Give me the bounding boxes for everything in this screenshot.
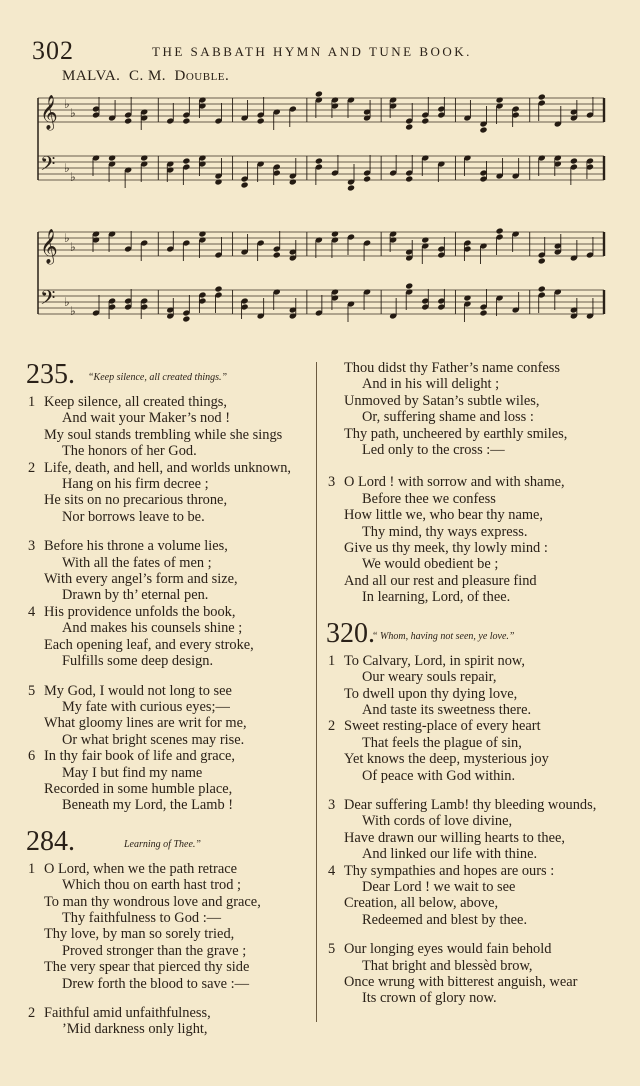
- stanza: [326, 941, 616, 1007]
- verse-line: Recorded in some humble place,: [44, 780, 233, 797]
- verse-line: And wait your Maker’s nod !: [62, 410, 230, 427]
- verse-line: O Lord, when we the path retrace: [44, 860, 237, 877]
- note-head: [124, 117, 132, 124]
- left-column: [26, 360, 316, 1051]
- note-head: [405, 123, 413, 130]
- note-head: [198, 230, 206, 237]
- verse-line: In learning, Lord, of thee.: [362, 589, 511, 606]
- column-divider: [316, 362, 317, 1022]
- verse-line: Creation, all below, above,: [344, 895, 499, 912]
- verse-line: And taste its sweetness there.: [362, 701, 532, 718]
- treble-clef-icon: 𝄞: [40, 229, 58, 264]
- page-header: [32, 36, 612, 66]
- note-head: [182, 157, 190, 164]
- verse-number: 4: [28, 603, 36, 620]
- flat-icon: ♭: [64, 161, 70, 175]
- verse-line: And linked our life with thine.: [362, 846, 538, 863]
- running-title: THE SABBATH HYMN AND TUNE BOOK.: [152, 44, 472, 59]
- verse-line: Our longing eyes would fain behold: [344, 941, 552, 958]
- note-head: [182, 117, 190, 124]
- page-number: 302: [32, 36, 74, 65]
- verse-number: 3: [328, 474, 336, 491]
- verse-line: To dwell upon thy dying love,: [344, 685, 518, 702]
- note-head: [331, 230, 339, 237]
- stanza: [26, 394, 316, 460]
- note-head: [479, 126, 487, 133]
- verse-line: ’Mid darkness only light,: [62, 1021, 208, 1038]
- verse-line: Fulfills some deep design.: [62, 653, 214, 670]
- verse-line: Drew forth the blood to save :—: [62, 975, 250, 992]
- verse-line: Dear suffering Lamb! thy bleeding wounds,: [344, 796, 597, 813]
- verse-number: 5: [28, 682, 36, 699]
- note-head: [570, 157, 578, 164]
- right-column: [326, 360, 616, 1020]
- verse-line: To Calvary, Lord, in spirit now,: [344, 652, 525, 669]
- verse-line: His providence unfolds the book,: [44, 603, 236, 620]
- hymn-number: 235.: [26, 359, 75, 390]
- verse-line: Or, suffering shame and loss :: [362, 409, 534, 426]
- verse-line: Or what bright scenes may rise.: [62, 731, 245, 748]
- note-head: [140, 154, 148, 161]
- verse-line: The honors of her God.: [62, 443, 197, 460]
- verse-line: O Lord ! with sorrow and with shame,: [344, 474, 565, 491]
- verse-number: 3: [328, 796, 336, 813]
- stanza: [326, 863, 616, 929]
- verse-line: Thy path, uncheered by earthly smiles,: [344, 425, 568, 442]
- verse-line: That bright and blessèd brow,: [362, 957, 533, 974]
- note-head: [289, 178, 297, 185]
- stanza: [26, 538, 316, 604]
- verse-line: The very spear that pierced thy side: [44, 959, 250, 976]
- stanza: [326, 653, 616, 719]
- note-head: [273, 251, 281, 258]
- verse-line: Thy sympathies and hopes are ours :: [344, 862, 555, 879]
- tune-heading: [62, 68, 229, 85]
- note-head: [405, 175, 413, 182]
- hymn-epigraph: Learning of Thee.”: [124, 838, 201, 850]
- verse-number: 2: [28, 1005, 36, 1021]
- verse-number: 1: [328, 652, 336, 669]
- verse-number: 1: [28, 394, 36, 410]
- verse-line: In thy fair book of life and grace,: [44, 748, 235, 765]
- verse-line: Led only to the cross :—: [362, 442, 505, 459]
- verse-line: With cords of love divine,: [362, 813, 513, 830]
- verse-line: Proved stronger than the grave ;: [62, 942, 247, 959]
- verse-line: My God, I would not long to see: [44, 682, 232, 699]
- flat-icon: ♭: [70, 240, 76, 254]
- verse-line: Yet knows the deep, mysterious joy: [344, 751, 549, 768]
- flat-icon: ♭: [64, 231, 70, 245]
- note-head: [108, 154, 116, 161]
- verse-line: Thy faithfulness to God :—: [62, 909, 222, 926]
- flat-icon: ♭: [70, 170, 76, 184]
- verse-line: Each opening leaf, and every stroke,: [44, 636, 254, 653]
- verse-line: Hang on his firm decree ;: [62, 476, 209, 493]
- verse-line: Thy mind, thy ways express.: [362, 523, 528, 540]
- verse-number: 6: [28, 748, 36, 765]
- stanza: [26, 748, 316, 814]
- flat-icon: ♭: [70, 304, 76, 318]
- verse-line: Faithful amid unfaithfulness,: [44, 1005, 211, 1021]
- verse-number: 2: [328, 718, 336, 735]
- verse-line: And all our rest and pleasure find: [344, 572, 537, 589]
- verse-line: Thou didst thy Father’s name confess: [344, 360, 560, 376]
- note-head: [538, 257, 546, 264]
- note-head: [315, 90, 323, 97]
- music-system-1: [32, 90, 608, 210]
- tune-variant: Double.: [174, 68, 230, 84]
- verse-number: 5: [328, 941, 336, 958]
- verse-line: Life, death, and hell, and worlds unknown,: [44, 459, 291, 476]
- verse-line: Our weary souls repair,: [362, 669, 497, 686]
- verse-line: Have drawn our willing hearts to thee,: [344, 829, 565, 846]
- hymn-epigraph: “Keep silence, all created things.”: [88, 372, 228, 383]
- tune-meter: C. M.: [128, 68, 167, 84]
- note-head: [214, 285, 222, 292]
- verse-line: Beneath my Lord, the Lamb !: [62, 797, 234, 814]
- note-head: [479, 309, 487, 316]
- hymn-number: 284.: [26, 825, 75, 857]
- verse-line: We would obedient be ;: [362, 556, 499, 573]
- verse-line: Keep silence, all created things,: [44, 394, 228, 410]
- verse-line: Unmoved by Satan’s subtle wiles,: [344, 392, 540, 409]
- music-system-2: [32, 224, 608, 336]
- verse-line: Sweet resting-place of every heart: [344, 718, 541, 735]
- verse-line: Of peace with God within.: [362, 767, 516, 784]
- verse-number: 2: [28, 459, 36, 476]
- verse-line: My soul stands trembling while she sings: [44, 426, 283, 443]
- flat-icon: ♭: [64, 295, 70, 309]
- verse-line: Redeemed and blest by thee.: [362, 911, 528, 928]
- stanza: [326, 718, 616, 784]
- verse-number: 3: [28, 538, 36, 555]
- note-head: [405, 282, 413, 289]
- stanza: [26, 683, 316, 749]
- note-head: [347, 184, 355, 191]
- note-head: [241, 181, 249, 188]
- verse-line: Its crown of glory now.: [362, 990, 497, 1007]
- verse-line: Before his throne a volume lies,: [44, 538, 228, 555]
- verse-line: With every angel’s form and size,: [44, 571, 238, 588]
- verse-line: Once wrung with bitterest anguish, wear: [344, 974, 578, 990]
- verse-line: To man thy wondrous love and grace,: [44, 893, 261, 910]
- stanza: [26, 460, 316, 526]
- verse-line: How little we, who bear thy name,: [344, 507, 544, 524]
- note-head: [182, 315, 190, 322]
- note-head: [463, 294, 471, 301]
- verse-line: What gloomy lines are writ for me,: [44, 715, 247, 732]
- verse-line: With all the fates of men ;: [62, 554, 212, 571]
- verse-line: My fate with curious eyes;—: [62, 698, 230, 715]
- verse-line: And in his will delight ;: [362, 376, 500, 393]
- hymn-235: [26, 360, 316, 814]
- verse-line: Give us thy meek, thy lowly mind :: [344, 540, 548, 557]
- note-head: [496, 227, 504, 234]
- stanza: [26, 861, 316, 992]
- note-head: [315, 157, 323, 164]
- stanza: [326, 797, 616, 863]
- bass-clef-icon: 𝄢: [40, 286, 56, 314]
- hymn-320: [326, 619, 616, 1007]
- verse-line: That feels the plague of sin,: [362, 734, 522, 751]
- note-head: [496, 96, 504, 103]
- flat-icon: ♭: [70, 106, 76, 120]
- treble-clef-icon: 𝄞: [40, 95, 58, 130]
- note-head: [214, 178, 222, 185]
- hymn-284: [26, 827, 316, 1038]
- verse-number: 1: [28, 860, 36, 877]
- note-head: [421, 117, 429, 124]
- verse-line: He sits on no precarious throne,: [44, 492, 228, 509]
- note-head: [538, 285, 546, 292]
- note-head: [363, 175, 371, 182]
- verse-number: 4: [328, 862, 336, 879]
- tune-name: MALVA.: [62, 68, 121, 84]
- stanza: [26, 604, 316, 670]
- hymn-epigraph: “ Whom, having not seen, ye love.”: [372, 630, 515, 642]
- flat-icon: ♭: [64, 97, 70, 111]
- bass-clef-icon: 𝄢: [40, 152, 56, 180]
- verse-line: Before thee we confess: [362, 490, 496, 507]
- note-head: [257, 117, 265, 124]
- verse-line: And makes his counsels shine ;: [62, 620, 243, 637]
- verse-line: Thy love, by man so sorely tried,: [44, 926, 235, 943]
- hymn-number: 320.: [326, 617, 375, 649]
- stanza: [326, 474, 616, 605]
- stanza: [26, 1005, 316, 1038]
- note-head: [538, 93, 546, 100]
- verse-line: May I but find my name: [62, 764, 203, 781]
- note-head: [421, 236, 429, 243]
- verse-line: Dear Lord ! we wait to see: [362, 878, 516, 895]
- verse-line: Drawn by th’ eternal pen.: [62, 587, 209, 604]
- stanza-continued: [326, 360, 616, 458]
- verse-line: Nor borrows leave to be.: [62, 508, 205, 525]
- verse-line: Which thou on earth hast trod ;: [62, 877, 242, 894]
